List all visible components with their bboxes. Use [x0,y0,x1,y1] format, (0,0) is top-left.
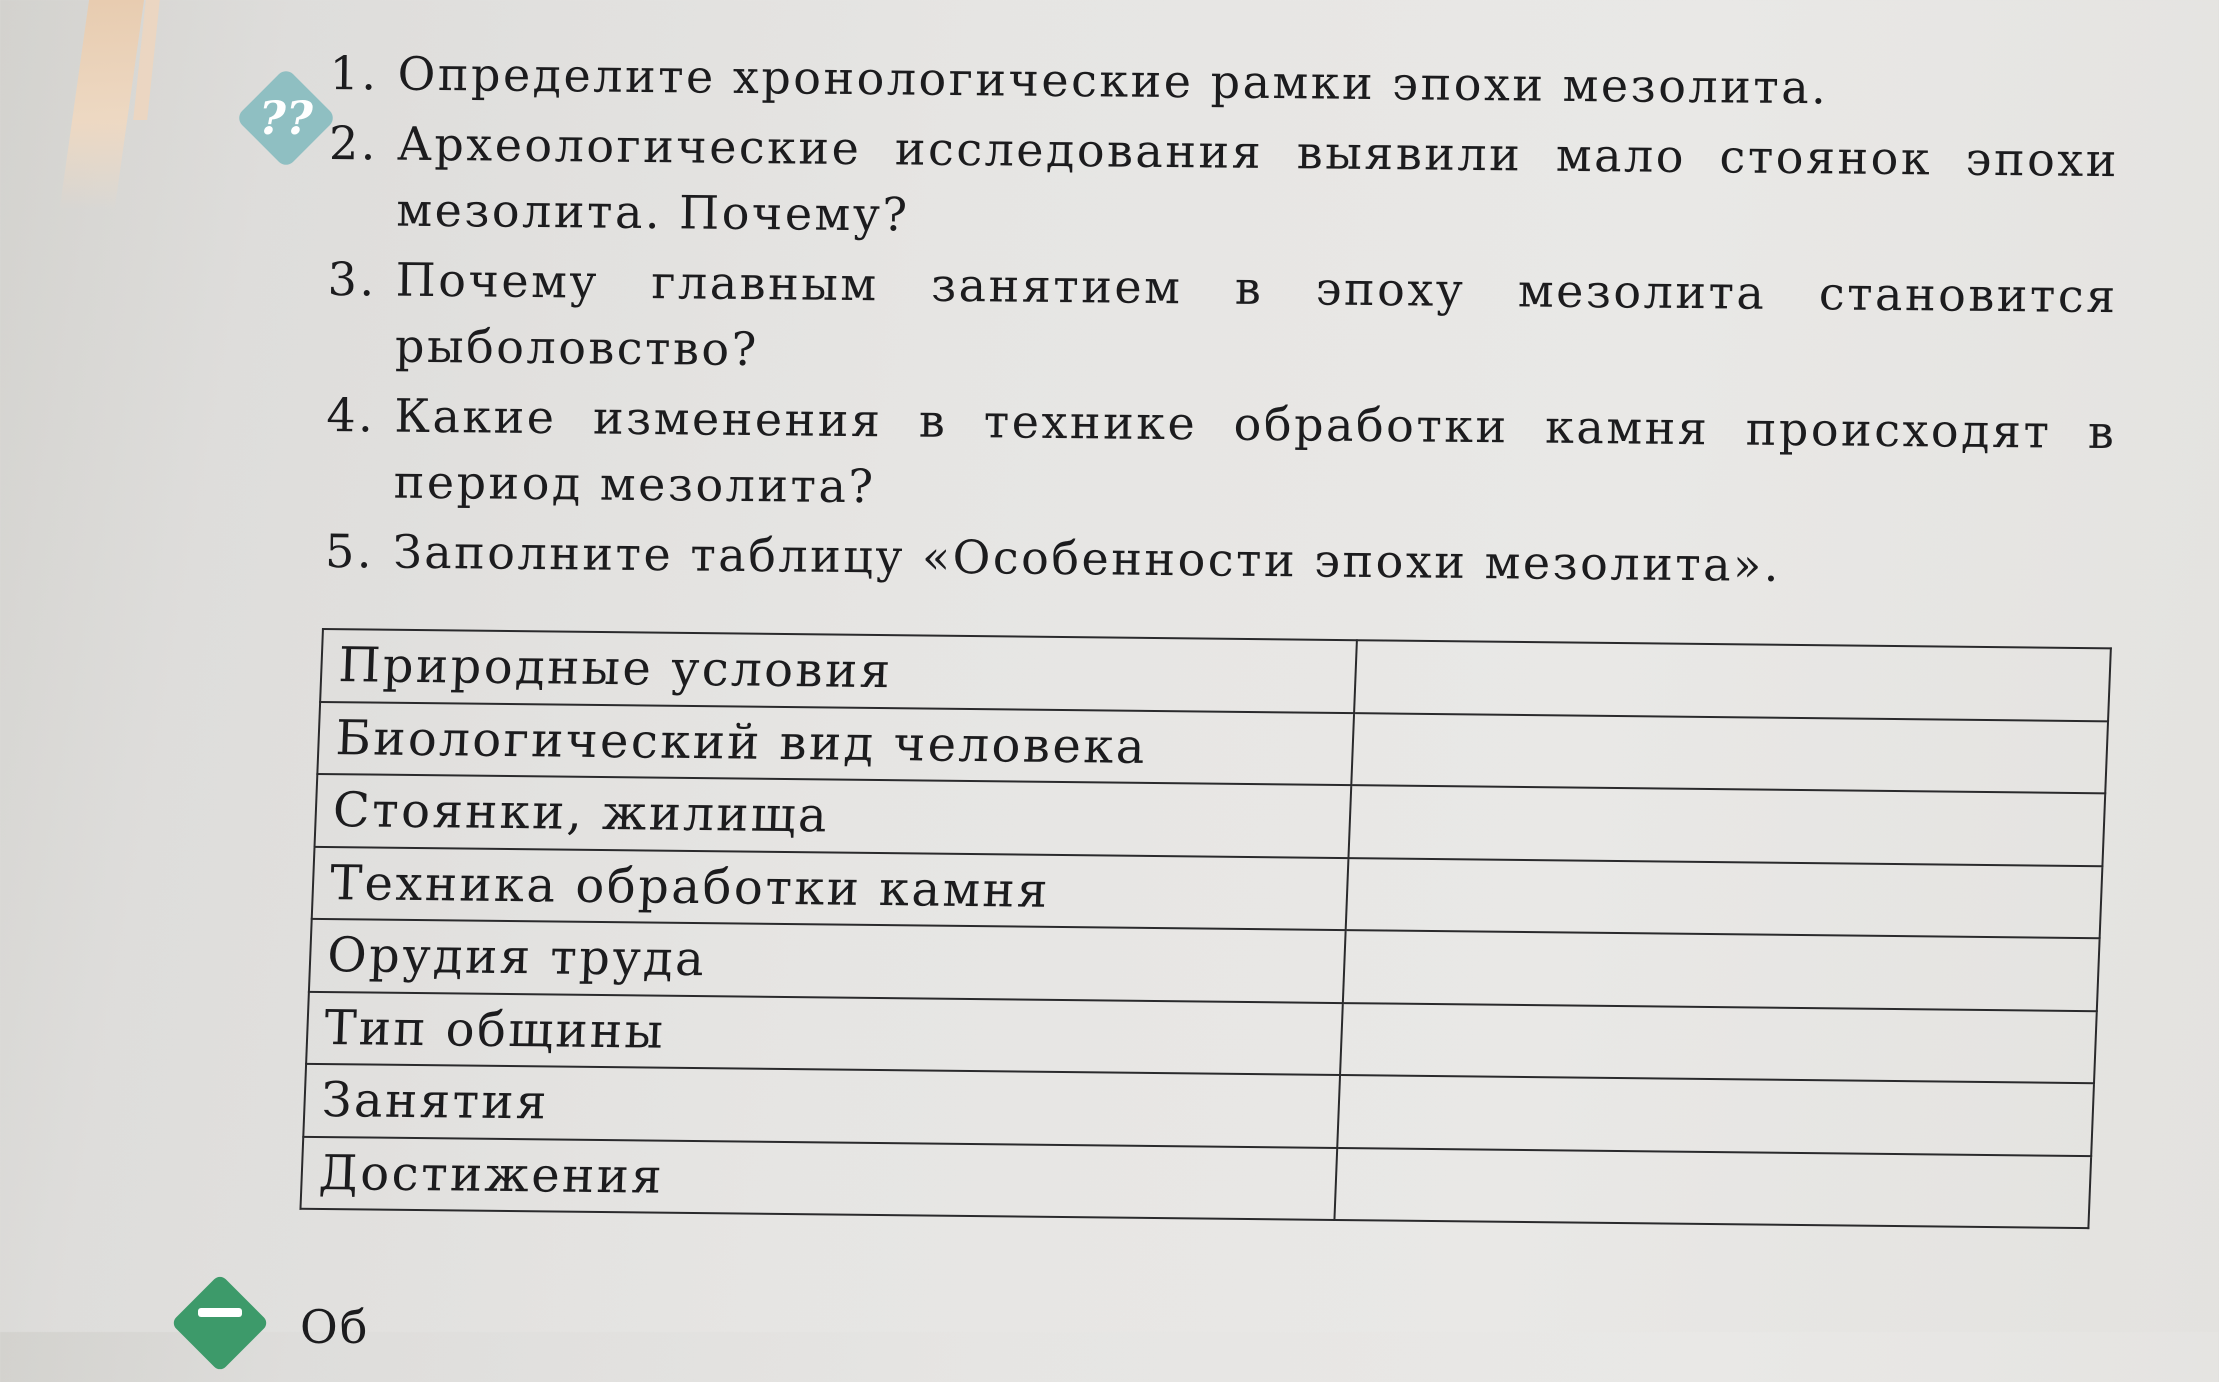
answer-cell [1335,1148,2092,1229]
row-label: Тип общины [306,991,1343,1075]
row-label: Стоянки, жилища [315,774,1352,858]
question-number: 5. [324,523,375,579]
mesolithic-features-table [299,628,2121,1229]
row-label: Природные условия [320,629,1357,713]
row-label: Техника обработки камня [312,846,1349,930]
question-number: 4. [326,387,376,443]
answer-cell [1337,1075,2094,1156]
next-section-fragment: Об [300,1300,370,1354]
question-item [327,246,2118,395]
row-label: Достижения [300,1136,1337,1220]
page-margin-decoration [60,0,146,210]
answer-cell [1349,785,2106,866]
question-text: Какие изменения в технике обработки камня происходят в период мезолита? [393,388,2117,514]
question-number: 3. [327,251,377,307]
question-item [325,518,2116,601]
row-label: Орудия труда [309,919,1346,1003]
question-text: Определите хронологические рамки эпохи мезолита. [397,46,1829,115]
row-label: Занятия [303,1064,1340,1148]
question-text: Почему главным занятием в эпоху мезолита становится рыболовство? [394,252,2118,377]
question-number: 2. [328,115,379,171]
badge-text: ?? [259,91,313,145]
question-text: Заполните таблицу «Особенности эпохи мезолита». [392,524,1782,592]
section-marker-icon [150,1268,290,1378]
question-number: 1. [329,45,379,101]
answer-cell [1351,713,2108,794]
answer-cell [1340,1003,2097,1084]
question-item [328,110,2119,259]
question-badge-icon [232,64,340,172]
question-item [325,382,2116,531]
answer-cell [1346,858,2103,939]
question-item [329,40,2120,123]
answer-cell [1343,930,2100,1011]
row-label: Биологический вид человека [317,701,1354,785]
question-list [325,40,2120,605]
question-text: Археологические исследования выявили мало стоянок эпохи мезолита. Почему? [396,116,2120,242]
answer-cell [1354,640,2111,721]
